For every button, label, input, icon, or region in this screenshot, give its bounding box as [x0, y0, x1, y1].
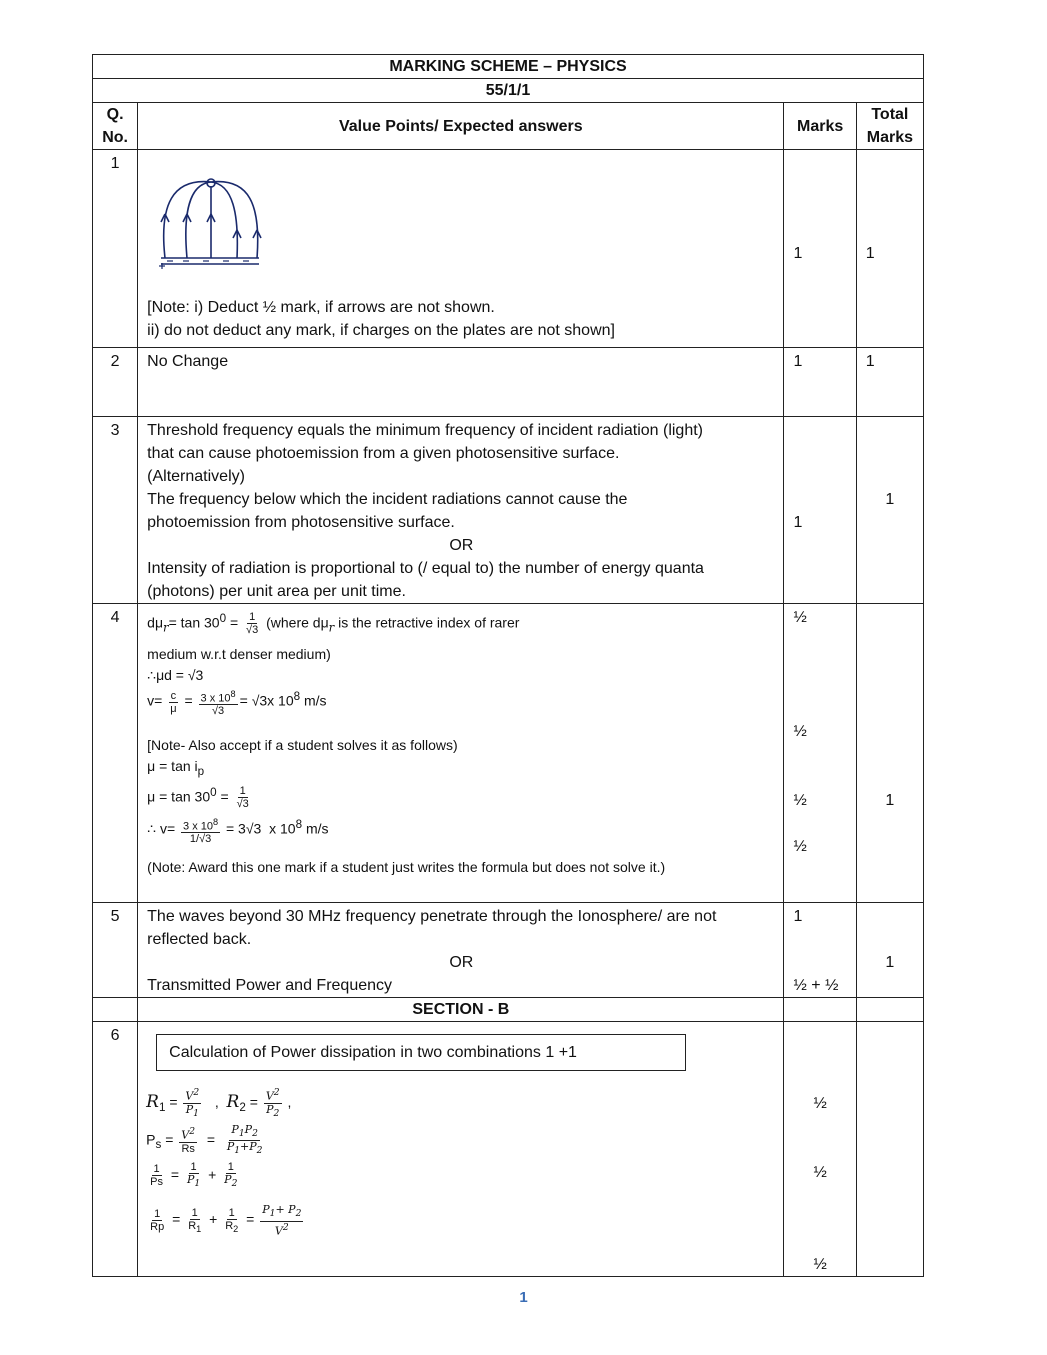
fraction: $\frac{3 x 10^8}{√3}$: [200, 688, 236, 718]
q4-note-2: (Note: Award this one mark if a student just writes the formula but does not solve it.): [147, 859, 666, 876]
q3-total: 1: [856, 417, 923, 604]
q2-total: 1: [856, 348, 923, 417]
q6-eq-inv-rp: $\frac{1}{Rp}$ = $\frac{1}{R_1}$ + $\frac{1}{R_2}$ = $\frac{P_1+ P_2}{V^2}$: [150, 1203, 302, 1238]
q5-number: 5: [93, 903, 138, 998]
q5-or: OR: [449, 954, 474, 971]
q6-marks: [784, 1022, 856, 1277]
table-row: [93, 604, 924, 903]
title-cell: [93, 55, 924, 79]
q4-result: √3x 10: [251, 693, 294, 710]
q6-mark: ½: [813, 1164, 827, 1181]
q4-line: medium w.r.t denser medium): [147, 646, 331, 663]
q4-unit: m/s: [304, 693, 327, 710]
q1-total: 1: [856, 150, 923, 348]
q3-line: The frequency below which the incident radiations cannot cause the: [147, 491, 628, 508]
q2-marks: 1: [784, 348, 856, 417]
fraction: $\frac{1}{Ps}$: [150, 1163, 163, 1189]
q3-line: (photons) per unit area per unit time.: [147, 583, 406, 600]
col-header-marks: Marks: [784, 103, 856, 150]
q5-total: 1: [856, 903, 923, 998]
q4-v: v=: [147, 693, 163, 710]
q1-marks: 1: [784, 150, 856, 348]
q3-line: (Alternatively): [147, 468, 245, 485]
doc-title: MARKING SCHEME – PHYSICS: [389, 58, 627, 75]
q3-line: Intensity of radiation is proportional to (/ equal to) the number of energy quanta: [147, 560, 704, 577]
table-row: [93, 348, 924, 417]
col-no-label: No.: [102, 129, 128, 146]
fraction: $\frac{V^2}{P_2}$: [265, 1087, 280, 1119]
q4-line: x 10: [269, 821, 296, 838]
q1-note-2: ii) do not deduct any mark, if charges on the plates are not shown]: [147, 322, 615, 339]
paper-code: 55/1/1: [485, 82, 531, 99]
q6-number: 6: [93, 1022, 138, 1277]
q4-line: m/s: [305, 821, 329, 838]
q2-answer: No Change: [138, 348, 784, 417]
fraction: $\frac{1}{Rp}$: [150, 1208, 165, 1234]
q6-total: [856, 1022, 923, 1277]
q6-eq-inv-ps: $\frac{1}{Ps}$ = $\frac{1}{P_1}$ + $\frac{1}{P_2}$: [150, 1161, 238, 1190]
q4-note: [Note- Also accept if a student solves it as follows): [147, 737, 458, 754]
col-total-label-1: Total: [871, 106, 909, 123]
fraction: $\frac{1}{√3}$: [246, 611, 259, 637]
table-row: [93, 903, 924, 998]
fraction: $\frac{P_1P_2}{P_1+P_2}$: [226, 1122, 263, 1157]
q1-number: 1: [93, 150, 138, 348]
section-b-heading: SECTION - B: [138, 998, 784, 1022]
q4-mark: ½: [793, 609, 807, 626]
q4-line: μ = tan 30: [147, 788, 211, 805]
q3-line: Threshold frequency equals the minimum frequency of incident radiation (light): [147, 422, 703, 439]
q3-marks: 1: [784, 417, 856, 604]
q6-mark: ½: [813, 1095, 827, 1112]
q4-line: ∴ v=: [147, 821, 176, 838]
q3-or: OR: [449, 537, 474, 554]
fraction: $\frac{1}{R_2}$: [225, 1206, 239, 1234]
q4-where: (where dμ: [266, 614, 329, 631]
q5-line: reflected back.: [147, 931, 252, 948]
q4-mark: ½: [793, 792, 807, 809]
q4-tan: = tan 30: [168, 614, 220, 631]
table-row: [93, 150, 924, 348]
q4-line: ∴μd = √3: [147, 667, 204, 684]
table-row: [93, 1022, 924, 1277]
q4-mark: ½: [793, 838, 807, 855]
fraction: $\frac{3 x 10^8}{1/√3}$: [183, 816, 219, 846]
code-cell: [93, 79, 924, 103]
q4-dmu: dμ: [147, 614, 164, 631]
q4-mark: ½: [793, 723, 807, 740]
section-row: [93, 998, 924, 1022]
q2-number: 2: [93, 348, 138, 417]
q6-eq-r: $R_1$ = $\frac{V^2}{P_1}$ , $R_2$ = $\frac{V^2}{P_2}$ ,: [146, 1087, 292, 1119]
q5-answer: [138, 903, 784, 998]
col-header-qno: [93, 103, 138, 150]
col-total-label-2: Marks: [866, 129, 913, 146]
q4-rarer: is the retractive index of rarer: [338, 614, 520, 631]
q4-answer: $d\mu_r= \tan 30^0$ = $\frac{1}{√3}$ (where $d\mu_r$ is the retractive index of rarer medium w.r.t denser medium) ∴μd = √3 v= $\frac{c}{\mu}$ = $\frac{3 x 10^8}{√3}$ = √3x $10^8$ m/s [Note- Also accept if a student solves it as follows) $\mu = \tan i_p$ $\mu = \tan 30^0$ = $\frac{1}{√3}$ ∴ v= $\frac{3 x 10^8}{1/√3}$ = 3√3 x $10^8$ m/s (Note: Award this one mark if a student just writes the formula but does not solve it.): [138, 604, 784, 903]
table-row: [93, 417, 924, 604]
fraction: $\frac{1}{R_1}$: [188, 1206, 202, 1234]
q5-line: The waves beyond 30 MHz frequency penetrate through the Ionosphere/ are not: [147, 908, 717, 925]
q6-answer: [138, 1022, 784, 1277]
q1-note-1: [Note: i) Deduct ½ mark, if arrows are not shown.: [147, 299, 495, 316]
q5-marks: [784, 903, 856, 998]
col-header-value: Value Points/ Expected answers: [138, 103, 784, 150]
q6-mark: ½: [813, 1256, 827, 1273]
fraction: $\frac{1}{√3}$: [236, 785, 249, 811]
fraction: $\frac{V^2}{Rs}$: [181, 1126, 196, 1155]
fraction: $\frac{P_1+ P_2}{V^2}$: [262, 1203, 302, 1238]
q5-mark: ½ + ½: [793, 977, 839, 994]
q4-marks: [784, 604, 856, 903]
q3-number: 3: [93, 417, 138, 604]
q4-line: μ = tan i: [147, 758, 198, 775]
field-lines-sketch: [153, 174, 263, 270]
fraction: $\frac{1}{P_1}$: [186, 1161, 201, 1190]
fraction: $\frac{V^2}{P_1}$: [185, 1087, 200, 1119]
page-number: 1: [519, 1289, 528, 1306]
marking-scheme-table: [92, 54, 924, 1277]
q5-line: Transmitted Power and Frequency: [147, 977, 393, 994]
q6-eq-ps: $P_s$ = $\frac{V^2}{Rs}$ = $\frac{P_1P_2}{P_1+P_2}$: [146, 1122, 263, 1157]
q3-line: that can cause photoemission from a given photosensitive surface.: [147, 445, 620, 462]
q1-answer: [138, 150, 784, 348]
q3-line: photoemission from photosensitive surface.: [147, 514, 455, 531]
col-q-label: Q.: [106, 106, 124, 123]
q4-number: 4: [93, 604, 138, 903]
q5-mark: 1: [793, 908, 803, 925]
q3-answer: [138, 417, 784, 604]
q4-total: 1: [856, 604, 923, 903]
fraction: $\frac{c}{\mu}$: [170, 689, 177, 715]
q6-box: Calculation of Power dissipation in two combinations 1 +1: [156, 1034, 686, 1071]
q4-line: = 3√3: [225, 821, 262, 838]
fraction: $\frac{1}{P_2}$: [224, 1161, 238, 1190]
col-header-total: [856, 103, 923, 150]
